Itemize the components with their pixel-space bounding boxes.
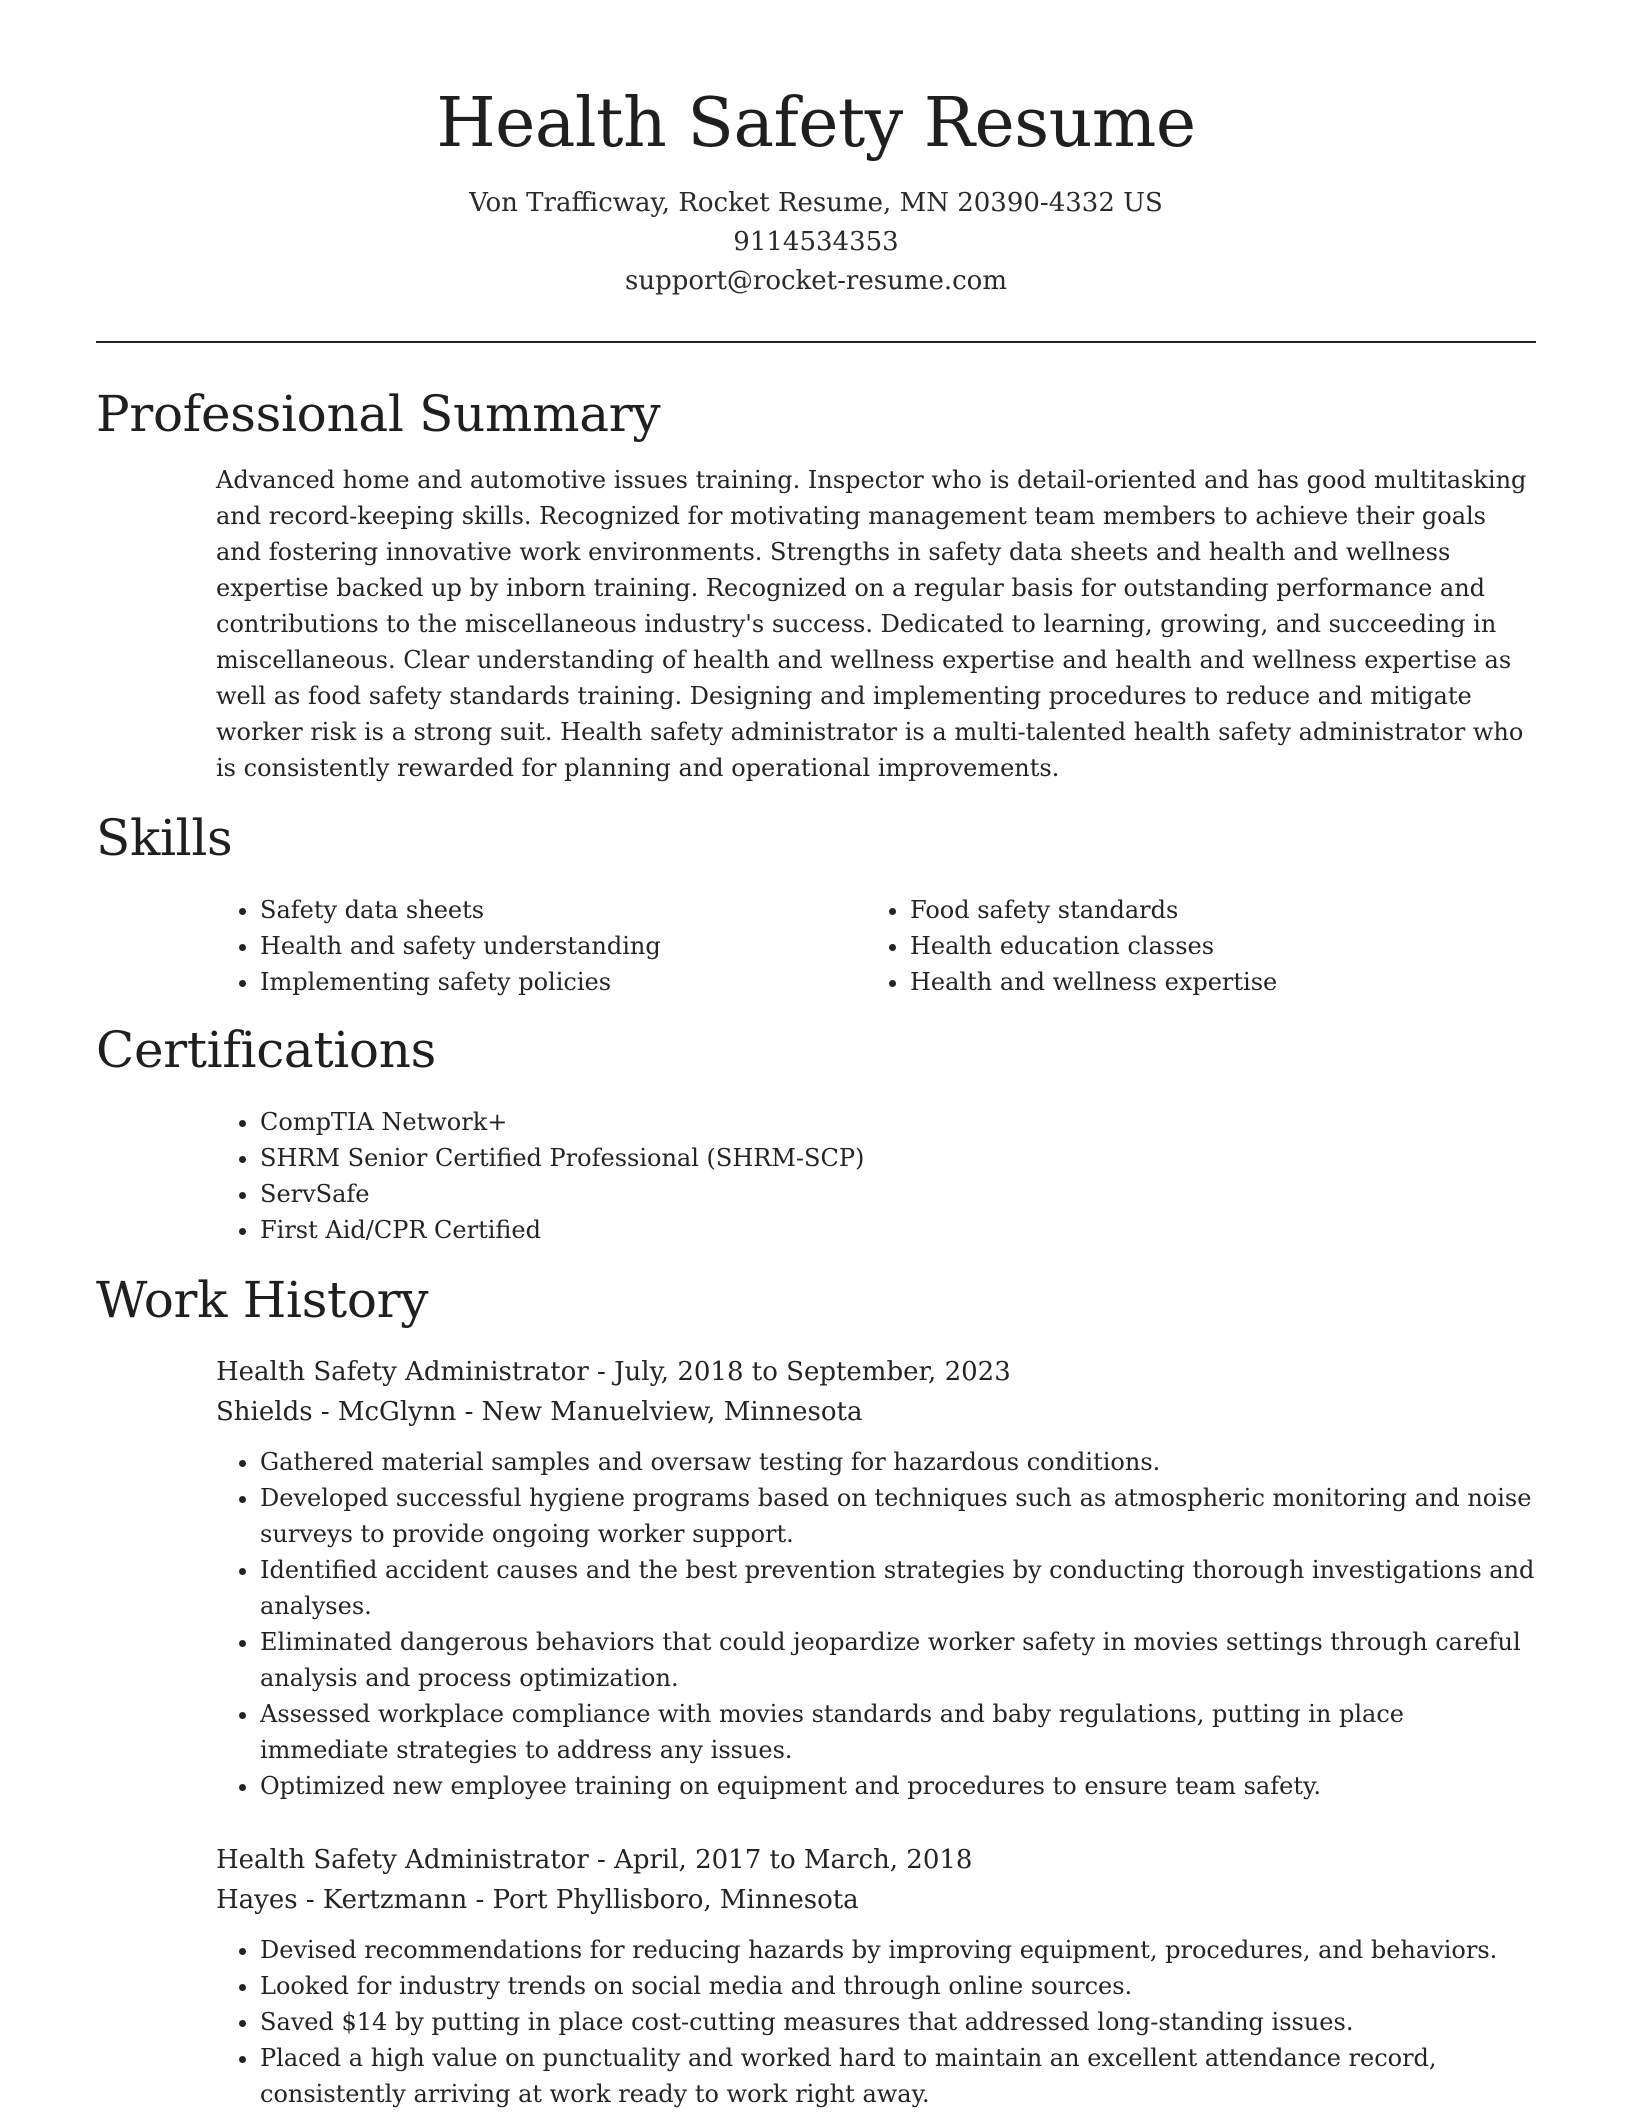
job-bullet: • Identified accident causes and the best prevention strategies by conducting thorough investigations and analyses. — [260, 1552, 1536, 1624]
resume-header — [0, 0, 1632, 301]
work-history-heading: Work History — [96, 1271, 429, 1329]
skill-item: • Health education classes — [910, 928, 1516, 964]
job-bullets — [216, 1932, 1536, 2112]
job-bullet: • Eliminated dangerous behaviors that could jeopardize worker safety in movies settings through careful analysis and process optimization. — [260, 1624, 1536, 1696]
skill-item: • Implementing safety policies — [260, 964, 866, 1000]
job-bullet: • Developed successful hygiene programs based on techniques such as atmospheric monitoring and noise surveys to provide ongoing worker support. — [260, 1480, 1536, 1552]
job-bullets — [216, 1444, 1536, 1804]
job-title-line — [216, 1352, 1536, 1392]
job-role: Health Safety Administrator — [216, 1357, 589, 1387]
job-company: Shields - McGlynn — [216, 1397, 457, 1427]
job-bullet: • Gathered material samples and oversaw testing for hazardous conditions. — [260, 1444, 1536, 1480]
certification-item: • ServSafe — [260, 1176, 1536, 1212]
certification-item: • CompTIA Network+ — [260, 1104, 1536, 1140]
contact-email: support@rocket-resume.com — [624, 266, 1007, 296]
contact-address: Von Trafficway, Rocket Resume, MN 20390-4332 US — [469, 188, 1163, 218]
certification-item: • SHRM Senior Certified Professional (SHRM-SCP) — [260, 1140, 1536, 1176]
contact-block — [0, 184, 1632, 301]
job-bullet: • Placed a high value on punctuality and worked hard to maintain an excellent attendance record, consistently arriving at work ready to work right away. — [260, 2040, 1536, 2112]
job-bullet: • Assessed workplace compliance with movies standards and baby regulations, putting in place immediate strategies to address any issues. — [260, 1696, 1536, 1768]
job-role: Health Safety Administrator — [216, 1845, 589, 1875]
resume-name: Health Safety Resume — [436, 84, 1196, 163]
job-company-line — [216, 1392, 1536, 1432]
certifications-heading: Certifications — [96, 1021, 436, 1079]
job-bullet: • Looked for industry trends on social media and through online sources. — [260, 1968, 1536, 2004]
header-divider — [96, 341, 1536, 343]
skills-column-left — [216, 892, 866, 1000]
job-company-line — [216, 1880, 1536, 1920]
summary-heading: Professional Summary — [96, 385, 661, 443]
certifications-list — [216, 1104, 1536, 1248]
job-location: - New Manuelview, Minnesota — [456, 1397, 863, 1427]
skills-column-right — [866, 892, 1516, 1000]
job-bullet: • Optimized new employee training on equipment and procedures to ensure team safety. — [260, 1768, 1536, 1804]
job-bullet: • Saved $14 by putting in place cost-cutting measures that addressed long-standing issues. — [260, 2004, 1536, 2040]
skill-item: • Safety data sheets — [260, 892, 866, 928]
skills-heading: Skills — [96, 809, 233, 867]
certification-item: • First Aid/CPR Certified — [260, 1212, 1536, 1248]
skill-item: • Health and wellness expertise — [910, 964, 1516, 1000]
job-location: - Port Phyllisboro, Minnesota — [467, 1885, 859, 1915]
job-title-line — [216, 1840, 1536, 1880]
job-dates: - July, 2018 to September, 2023 — [588, 1357, 1011, 1387]
job-company: Hayes - Kertzmann — [216, 1885, 468, 1915]
skill-item: • Food safety standards — [910, 892, 1516, 928]
skills-list — [216, 892, 1536, 1000]
job-bullet: • Devised recommendations for reducing hazards by improving equipment, procedures, and behaviors. — [260, 1932, 1536, 1968]
contact-phone: 9114534353 — [733, 227, 899, 257]
job-dates: - April, 2017 to March, 2018 — [588, 1845, 973, 1875]
skill-item: • Health and safety understanding — [260, 928, 866, 964]
summary-text: Advanced home and automotive issues training. Inspector who is detail-oriented and has good multitasking and record-keeping skills. Recognized for motivating management team members to achieve their goals and fostering innovative work environments. Strengths in safety data sheets and health and wellness expertise backed up by inborn training. Recognized on a regular basis for outstanding performance and contributions to the miscellaneous industry's success. Dedicated to learning, growing, and succeeding in miscellaneous. Clear understanding of health and wellness expertise and health and wellness expertise as well as food safety standards training. Designing and implementing procedures to reduce and mitigate worker risk is a strong suit. Health safety administrator is a multi-talented health safety administrator who is consistently rewarded for planning and operational improvements. — [216, 466, 1527, 782]
job-entry — [216, 1352, 1536, 1804]
job-entry — [216, 1840, 1536, 2112]
